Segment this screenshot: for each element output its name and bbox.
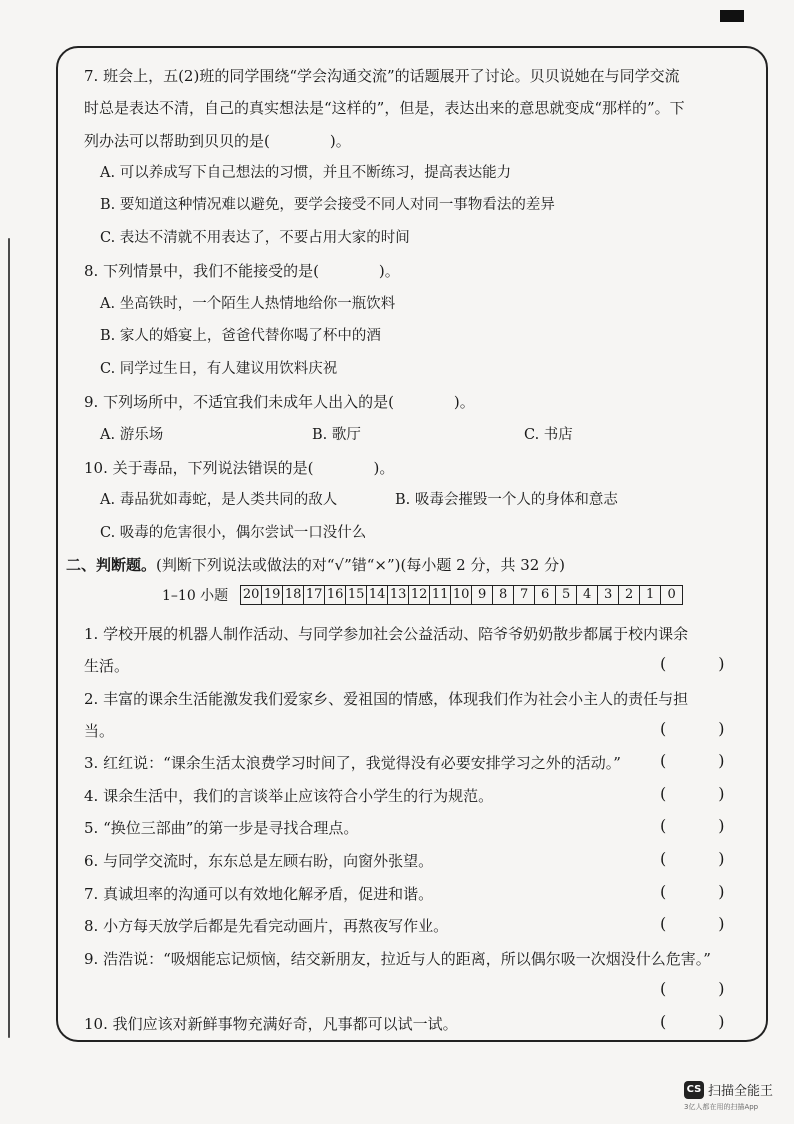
score-cell: 2	[619, 586, 640, 604]
score-cell: 11	[430, 586, 451, 604]
score-cell: 20	[241, 586, 262, 604]
j2-line-1: 2. 丰富的课余生活能激发我们爱家乡、爱祖国的情感，体现我们作为社会小主人的责任与担	[84, 690, 689, 708]
score-cell: 9	[472, 586, 493, 604]
section-two-heading	[66, 555, 565, 575]
score-cell: 5	[556, 586, 577, 604]
score-cell: 0	[667, 587, 676, 602]
q9-stem: 9. 下列场所中，不适宜我们未成年人出入的是( )。	[84, 393, 475, 411]
scanner-app-tagline: 3亿人都在用的扫描App	[684, 1103, 759, 1111]
q7-stem-line-2: 时总是表达不清，自己的真实想法是“这样的”，但是，表达出来的意思就变成“那样的”。下	[84, 99, 685, 117]
q10-stem: 10. 关于毒品，下列说法错误的是( )。	[84, 459, 395, 477]
q10-option-c[interactable]: C. 吸毒的危害很小，偶尔尝试一口没什么	[100, 525, 367, 541]
j8-answer-blank[interactable]: ( )	[660, 914, 725, 933]
score-cell: 13	[388, 586, 409, 604]
q7-option-c[interactable]: C. 表达不清就不用表达了，不要占用大家的时间	[100, 230, 410, 246]
scanner-app-name: 扫描全能王	[708, 1084, 774, 1099]
score-table	[162, 585, 683, 605]
q7-option-a[interactable]: A. 可以养成写下自己想法的习惯，并且不断练习，提高表达能力	[100, 165, 512, 181]
q9-option-c[interactable]: C. 书店	[524, 427, 573, 443]
j2-line-2: 当。	[84, 722, 115, 740]
j7-line: 7. 真诚坦率的沟通可以有效地化解矛盾，促进和谐。	[84, 885, 434, 903]
j9-line: 9. 浩浩说：“吸烟能忘记烦恼，结交新朋友，拉近与人的距离，所以偶尔吸一次烟没什么危害。”	[84, 950, 711, 968]
q9-option-b[interactable]: B. 歌厅	[312, 427, 361, 443]
score-table-label: 1–10 小题	[162, 588, 229, 604]
q7-stem-line-3: 列办法可以帮助到贝贝的是( )。	[84, 132, 351, 150]
j6-answer-blank[interactable]: ( )	[660, 849, 725, 868]
score-cell: 14	[367, 586, 388, 604]
j1-line-2: 生活。	[84, 657, 130, 675]
score-cell: 17	[304, 586, 325, 604]
score-cell: 1	[640, 586, 661, 604]
j6-line: 6. 与同学交流时，东东总是左顾右盼，向窗外张望。	[84, 852, 434, 870]
j1-answer-blank[interactable]: ( )	[660, 654, 725, 673]
j10-line: 10. 我们应该对新鲜事物充满好奇，凡事都可以试一试。	[84, 1015, 458, 1033]
q10-option-a[interactable]: A. 毒品犹如毒蛇，是人类共同的敌人	[100, 492, 338, 508]
score-cell: 10	[451, 586, 472, 604]
j8-line: 8. 小方每天放学后都是先看完动画片，再熬夜写作业。	[84, 917, 449, 935]
j3-line: 3. 红红说：“课余生活太浪费学习时间了，我觉得没有必要安排学习之外的活动。”	[84, 754, 621, 772]
score-cell: 6	[535, 586, 556, 604]
j3-answer-blank[interactable]: ( )	[660, 751, 725, 770]
q9-option-a[interactable]: A. 游乐场	[100, 427, 164, 443]
j10-answer-blank[interactable]: ( )	[660, 1012, 725, 1031]
j2-answer-blank[interactable]: ( )	[660, 719, 725, 738]
j1-line-1: 1. 学校开展的机器人制作活动、与同学参加社会公益活动、陪爷爷奶奶散步都属于校内课余	[84, 625, 689, 643]
j7-answer-blank[interactable]: ( )	[660, 882, 725, 901]
corner-tab-mark	[720, 10, 744, 22]
camscanner-icon: CS	[684, 1081, 704, 1099]
binding-edge-line	[8, 238, 10, 1038]
score-cell: 12	[409, 586, 430, 604]
j5-answer-blank[interactable]: ( )	[660, 816, 725, 835]
q10-option-b[interactable]: B. 吸毒会摧毁一个人的身体和意志	[395, 492, 618, 508]
q8-option-c[interactable]: C. 同学过生日，有人建议用饮料庆祝	[100, 361, 338, 377]
j9-answer-blank[interactable]: ( )	[660, 979, 725, 998]
score-cell: 15	[346, 586, 367, 604]
q7-option-b[interactable]: B. 要知道这种情况难以避免，要学会接受不同人对同一事物看法的差异	[100, 197, 555, 213]
scanner-app-logo	[684, 1080, 773, 1099]
j4-line: 4. 课余生活中，我们的言谈举止应该符合小学生的行为规范。	[84, 787, 494, 805]
q7-stem-line-1: 7. 班会上，五(2)班的同学围绕“学会沟通交流”的话题展开了讨论。贝贝说她在与同学交流	[84, 67, 680, 85]
score-cell: 4	[577, 586, 598, 604]
score-cell: 18	[283, 586, 304, 604]
q8-option-b[interactable]: B. 家人的婚宴上，爸爸代替你喝了杯中的酒	[100, 328, 381, 344]
score-cell: 19	[262, 586, 283, 604]
score-cell: 3	[598, 586, 619, 604]
section-two-instruction: (判断下列说法或做法的对“√”错“×”)(每小题 2 分，共 32 分)	[156, 556, 565, 574]
score-cell: 7	[514, 586, 535, 604]
j5-line: 5. “换位三部曲”的第一步是寻找合理点。	[84, 819, 359, 837]
score-cells	[240, 585, 683, 605]
score-cell: 8	[493, 586, 514, 604]
q8-option-a[interactable]: A. 坐高铁时，一个陌生人热情地给你一瓶饮料	[100, 296, 396, 312]
section-two-title: 二、判断题。	[66, 556, 157, 574]
j4-answer-blank[interactable]: ( )	[660, 784, 725, 803]
q8-stem: 8. 下列情景中，我们不能接受的是( )。	[84, 262, 400, 280]
score-cell: 16	[325, 586, 346, 604]
